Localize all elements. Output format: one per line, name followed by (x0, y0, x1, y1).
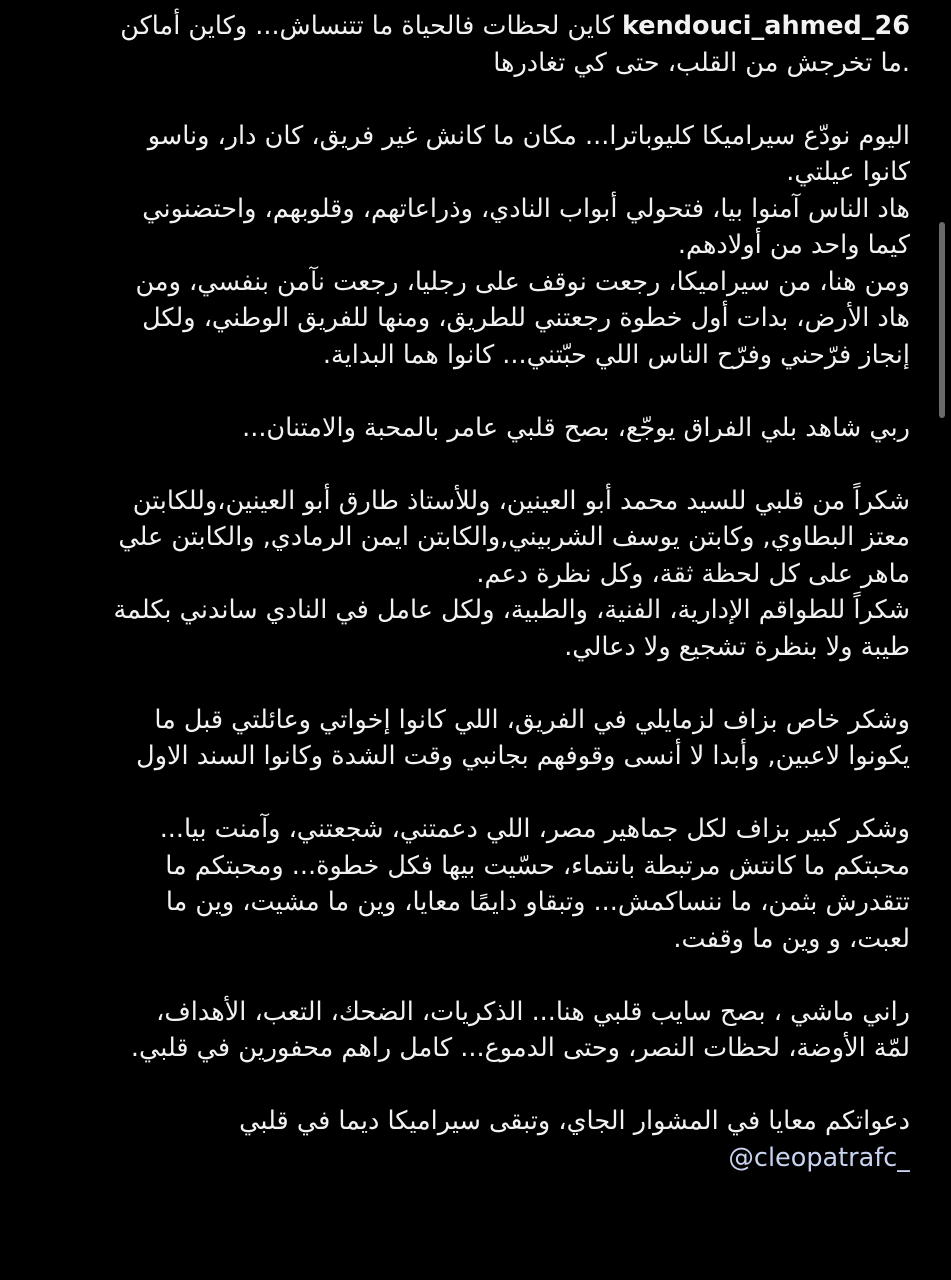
caption-line: راني ماشي ، بصح سايب قلبي هنا... الذكريات، الضحك، التعب، الأهداف، (156, 996, 910, 1027)
paragraph-gap (34, 373, 910, 410)
caption-line: هاد الأرض، بدات أول خطوة رجعتني للطريق، ومنها للفريق الوطني، ولكل (142, 303, 910, 333)
caption-line: دعواتكم معايا في المشوار الجاي، وتبقى سيراميكا ديما في قلبي (239, 1106, 910, 1136)
caption-line: طيبة ولا بنظرة تشجيع ولا دعالي. (564, 631, 910, 662)
caption-line: تتقدرش بثمن، ما ننساكمش... وتبقاو دايمًا معايا، وين ما مشيت، وين ما (165, 887, 910, 917)
caption-line: معتز البطاوي, وكابتن يوسف الشربيني,والكابتن ايمن الرمادي, والكابتن علي (118, 522, 910, 552)
caption-line: ماهر على كل لحظة ثقة، وكل نظرة دعم. (476, 558, 910, 589)
mention-link[interactable]: @cleopatrafc_ (728, 1142, 910, 1173)
caption-line: شكراً للطواقم الإدارية، الفنية، والطبية، ولكل عامل في النادي ساندني بكلمة (113, 595, 910, 625)
post-caption (34, 8, 910, 1278)
caption-line: لمّة الأوضة، لحظات النصر، وحتى الدموع... كامل راهم محفورين في قلبي. (130, 1033, 910, 1063)
caption-line: هاد الناس آمنوا بيا، فتحولي أبواب النادي، وذراعاتهم، وقلوبهم، واحتضنوني (142, 193, 910, 224)
caption-line: محبتكم ما كانتش مرتبطة بانتماء، حسّيت بيها فكل خطوة... ومحبتكم ما (165, 850, 910, 881)
caption-line: .ما تخرجش من القلب، حتى كي تغادرها (493, 47, 910, 78)
paragraph-gap (34, 446, 910, 483)
paragraph-gap (34, 81, 910, 118)
paragraph-gap (34, 1067, 910, 1104)
caption-line: لعبت، و وين ما وقفت. (673, 923, 910, 954)
paragraph-gap (34, 665, 910, 702)
caption-line: كانوا عيلتي. (786, 157, 910, 187)
mention-line (34, 1140, 910, 1177)
scrollbar-thumb[interactable] (939, 222, 945, 418)
caption-line: ومن هنا، من سيراميكا، رجعت نوقف على رجليا، رجعت نآمن بنفسي، ومن (135, 266, 910, 297)
caption-first-line (34, 8, 910, 45)
caption-text: كاين لحظات فالحياة ما تتنساش... وكاين أماكن (120, 11, 614, 41)
caption-line: إنجاز فرّحني وفرّح الناس اللي حبّتني... كانوا هما البداية. (322, 339, 910, 370)
caption-body (34, 45, 910, 1140)
caption-line: اليوم نودّع سيراميكا كليوباترا... مكان ما كانش غير فريق، كان دار، وناسو (147, 120, 910, 151)
caption-line: شكراً من قلبي للسيد محمد أبو العينين، وللأستاذ طارق أبو العينين،وللكابتن (132, 485, 910, 516)
caption-line: وشكر خاص بزاف لزمايلي في الفريق، اللي كانوا إخواتي وعائلتي قبل ما (154, 704, 910, 735)
paragraph-gap (34, 957, 910, 994)
caption-line: وشكر كبير بزاف لكل جماهير مصر، اللي دعمتني، شجعتني، وآمنت بيا... (159, 814, 910, 844)
caption-line: ربي شاهد بلي الفراق يوجّع، بصح قلبي عامر بالمحبة والامتنان... (242, 412, 910, 443)
paragraph-gap (34, 775, 910, 812)
caption-line: يكونوا لاعبين, وأبدا لا أنسى وقوفهم بجانبي وقت الشدة وكانوا السند الاول (136, 741, 910, 771)
caption-line: كيما واحد من أولادهم. (677, 230, 910, 260)
username-link[interactable]: kendouci_ahmed_26 (622, 11, 910, 41)
